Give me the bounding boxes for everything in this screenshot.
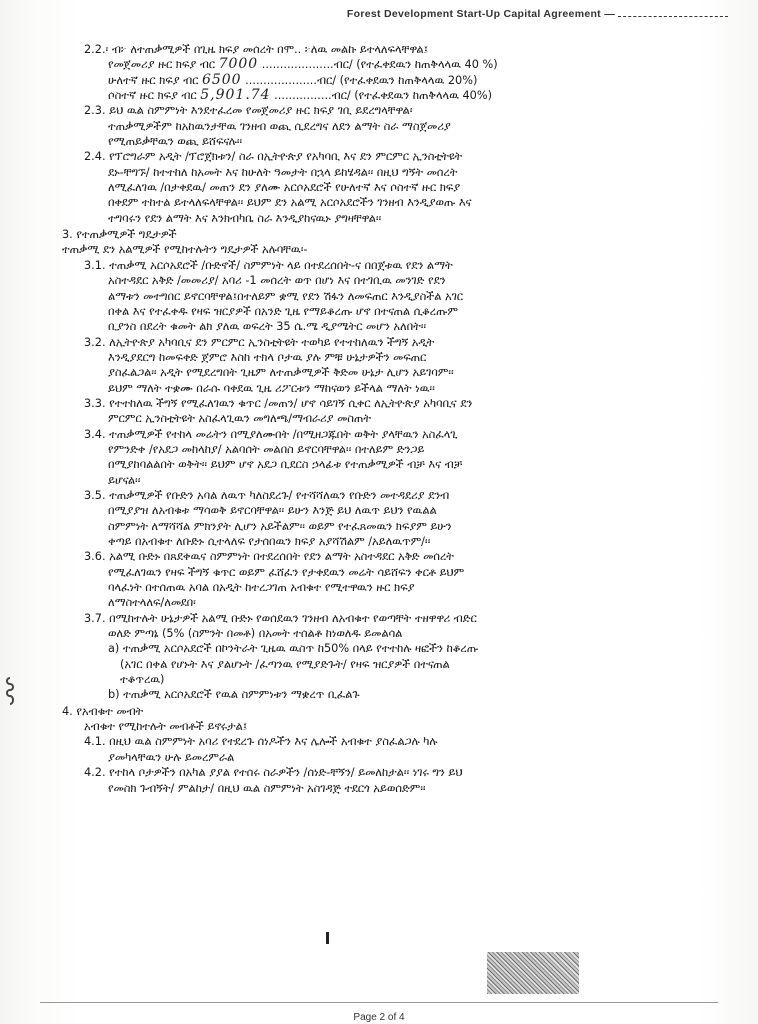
text-line	[62, 350, 702, 365]
text-line	[62, 519, 702, 534]
text-line	[62, 195, 702, 210]
line-text: የሚጠይቃቸዉን ወጪ ይሸፍናሉ፡፡	[108, 135, 243, 149]
line-text-rest: ................ብር/ (የተፈቀደዉን ከጠቅላላዉ 40%)	[270, 89, 493, 103]
ink-mark	[326, 932, 329, 944]
line-text: 3.1. ተጠቃሚ አርሶአደሮች /ቡድኖች/ ስምምነት ላይ በተደረሰበት-ና በበጀቱዉ የደን ልማት	[84, 258, 453, 272]
line-text-rest: ....................ብር/ (የተፈቀደዉን ከጠቅላላዉ 40 %)	[258, 58, 498, 72]
line-text: ደኑ-ቸግኙ/ ከተተከለ ከአመት እና ከሁለት ዓመታት በኋላ ይከሄዳል፡፡ በዚህ ግኝት መሰረት	[108, 165, 458, 179]
text-line	[62, 641, 702, 656]
line-text: 4.1. በዚህ ዉል ስምምነት አባሪ የተደረጉ ሰነዶችን እና ሌሎች አብቁተ ያስፈልጋሉ ካሉ	[84, 735, 438, 749]
line-text: ሶስተኛ ዙር ክፍያ ብር	[108, 89, 201, 103]
line-text: 3.5. ተጠቃሚዎች የቡድን አባል ለዉጥ ካለስደረጉ/ የተሻሻለዉን የቡድን መተዳደሪያ ደንብ	[84, 488, 450, 502]
text-line	[62, 57, 702, 72]
line-text: ቀጣይ በአብቁተ ለቡድኑ ሲተላለፍ የታሰበዉን ክፍያ አያሻሽልም /አይለዉጥም/፡፡	[108, 535, 431, 548]
text-line	[62, 165, 702, 180]
line-text: (አገር በቀል የሆኑት እና ያልሆኑት /ፈጣንዉ የሚያድጉት/ የዛፍ ዝርያዎች በተናጠል	[120, 657, 450, 671]
text-line	[62, 396, 702, 411]
line-text: 4. የአብቁተ መብት	[62, 704, 144, 718]
line-text: ወለድ ምጣኔ (5% (ስምንት በመቶ) በአመት ተሰልቶ ከነወለዱ ይመልሳል	[108, 627, 403, 641]
text-line	[62, 273, 702, 288]
text-line	[62, 103, 702, 118]
line-text: ያመካላቸዉን ሁሉ ይመረምራል	[108, 750, 235, 764]
text-line	[62, 227, 702, 242]
text-line	[62, 503, 702, 518]
text-line	[62, 765, 702, 780]
line-text-rest: ....................ብር/ (የተፈቀደዉን ከጠቅላላዉ 20%)	[241, 73, 478, 87]
text-line	[62, 365, 702, 380]
document-body	[62, 42, 702, 796]
text-line	[62, 565, 702, 580]
line-text: ልማቱን መተግበር ይኖርባቸዋል፤በተለይም ቋሚ የደን ሽፋን ለመፍጠር እንዲያስችል አገር	[108, 289, 464, 303]
text-line	[62, 672, 702, 687]
text-line	[62, 580, 702, 595]
line-text: 4.2. የተከላ ቦታዎችን በአካል ያያል የተሰሩ ስራዎችን /ሰነድ-ቸኝን/ ይመለከታል፡፡ ነገሩ ግን ይህ	[84, 766, 463, 780]
line-text: የምንድቀ /የአደጋ መከላከያ/ አልባሰት መልበስ ይኖርባቸዋል፡፡ በተለይም ድንጋይ	[108, 442, 425, 456]
text-line	[62, 73, 702, 88]
handwritten-amount: 6500	[201, 72, 242, 88]
line-text: ባላፈነት በተሰጠዉ አባል በአዲት ከተረጋገጠ አብቁተ የሚተዋዉን ዙር ክፍያ	[108, 581, 415, 595]
line-text: የመጀመሪያ ዙር ክፍያ ብር	[108, 58, 219, 72]
text-line	[62, 457, 702, 472]
line-text: 3.7. በሚከተሉት ሁኔታዎች አልሚ ቡድኑ የወሰደዉን ገንዘብ ለአብቁተ የወጣቸት ተዘዋዋሪ ብድር	[84, 611, 477, 625]
line-text: 3. የተጠቃሚዎች ግዴታዎች	[62, 228, 177, 242]
text-line	[62, 734, 702, 749]
line-text: 3.6. አልሚ ቡድኑ በጸደቀዉና ስምምነት በተደረሰበት የደን ልማት አስተዳደር አቅድ መሰረት	[84, 550, 454, 564]
text-line	[62, 42, 702, 57]
line-text: 2.4. የፕሮግራም አዲት /ፕሮጀክቱን/ ስራ በኢትዮጵያ የአካባቢ እና ደን ምርምር ኢንስቲትዩት	[84, 150, 463, 164]
text-line	[62, 411, 702, 426]
line-text: የሚፈለገዉን የዛፍ ችግኝ ቁጥር ወይም ፈሸፈን የታቀደዉን መሬት ሳይሸፍን ቀርቶ ይህም	[108, 565, 465, 579]
line-text: በሚያከባልልበት ወቅት፡፡ ይህም ሆኖ አደጋ ቢደርስ ኃላፊቱ የተጠቃሚዎች ብቻ እና ብቻ	[108, 458, 463, 472]
line-text: በቀል እና የተፈቀዱ የዛፍ ዝርያዎች በአንድ ጊዜ የማይቆረጡ ሆኖ በተናጠል ሲቆረጡም	[108, 304, 458, 318]
line-text: አብቁተ የሚከተሉት መብቶች ይኖሩታል፤	[84, 720, 248, 734]
text-line	[62, 211, 702, 226]
header-title: Forest Development Start-Up Capital Agreement —	[346, 8, 615, 20]
header	[347, 8, 728, 20]
text-line	[62, 427, 702, 442]
line-text: ስምምነት ለማሻሻል ምክንያት ሊሆን አይችልም፡፡ ወይም የተፈጸመዉን ክፍያም ይሁን	[108, 519, 452, 533]
line-text: 3.3. የተተከለዉ ችግኝ የሚፈለገዉን ቁጥር /መጠን/ ሆኖ ሳይገኝ ሲቀር ለኢትዮጵያ አካባቢና ደን	[84, 396, 473, 410]
line-text: ተቆጥረዉ)	[120, 673, 165, 687]
line-text: የመስክ ጉብኝት/ ምልከታ/ በዚህ ዉል ስምምነት አስገዳጅ ተደርጎ አይወሰድም፡፡	[108, 781, 426, 795]
page-number: Page 2 of 4	[353, 1012, 405, 1023]
text-line	[62, 88, 702, 103]
line-text: 3.4. ተጠቃሚዎች የተከላ መሬትን በሚያለሙበት /በሚዘጋጁበት ወቅት ያላቸዉን አስፈላጊ	[84, 427, 458, 441]
line-text: ለማስተላለፍ/ለመደበ፡	[108, 596, 196, 610]
line-text: 2.3. ይህ ዉል ስምምነት እንደተፈረመ የመጀመሪያ ዙር ክፍያ ገቢ ይደረግላቸዋል፡	[84, 104, 413, 118]
text-line	[62, 319, 702, 334]
line-text: አስተዳደር አቅድ /መመሪያ/ አባሪ -1 መሰረት ወጥ በሆነ እና በተገቢዉ መንገድ የደን	[108, 274, 446, 288]
line-text: ሁለተኛ ዙር ክፍያ ብር	[108, 73, 202, 87]
text-line	[62, 611, 702, 626]
text-line	[62, 258, 702, 273]
text-line	[62, 534, 702, 549]
line-text: ተግባሩን የደን ልማት እና እንክብካቤ ስራ እንዲያከናዉኑ ያግዛቸዋል፡፡	[108, 211, 382, 225]
line-text: ምርምር ኢንስቲትዩት አስፈላጊዉን መግለጫ/ማብራሪያ መስጠት	[108, 412, 371, 426]
text-line	[62, 304, 702, 319]
header-rule	[618, 16, 728, 17]
line-text: 2.2.፡ ብ፦ ለተጠቃሚዎች በጊዜ ክፍያ መሰረት በሞ.. ፦ለዉ መልኩ ይተላለፍላቸዋል፤	[84, 43, 429, 56]
handwritten-amount: 7000	[218, 57, 259, 73]
text-line	[62, 335, 702, 350]
line-text: እንዲያደርግ ከመፍቀድ ጀምሮ እስከ ተክላ ቦታዉ ያሉ ምቹ ሁኔታዎችን መፍጠር	[108, 350, 427, 364]
footer-rule	[40, 1002, 718, 1003]
text-line	[62, 750, 702, 765]
line-text: በቀደም ተከተል ይተላለፍላቸዋል፡፡ ይህም ደን አልሚ አርሶአደሮችን ገንዘብ እንዲያወጡ እና	[108, 196, 472, 210]
handwritten-amount: 5,901.74	[200, 88, 271, 104]
text-line	[62, 595, 702, 610]
line-text: ቢያንስ በደረት ቁመት ልክ ያለዉ ወፍረት 35 ሴ.ሜ ዲያሜትር መሆን አለበት፡፡	[108, 320, 427, 334]
line-text: ተጠቃሚ ደን አልሚዎች የሚከተሉትን ግዴታዎች አሉባቸዉ፡-	[62, 243, 308, 257]
line-text: በሚያያዝ ለአብቁቱ ማሳወቅ ይኖርባቸዋል፡፡ ይሁን እንጅ ይህ ለዉጥ ይህን የዉልል	[108, 504, 437, 518]
text-line	[62, 549, 702, 564]
text-line	[62, 242, 702, 257]
text-line	[62, 289, 702, 304]
text-line	[62, 119, 702, 134]
text-line	[62, 488, 702, 503]
text-line	[62, 442, 702, 457]
line-text: ተጠቃሚዎችም ከአከዉንታቸዉ ገንዘብ ወጪ ሲደረግና ለደን ልማት ስራ ማስጀመሪያ	[108, 119, 451, 133]
line-text: ያስፈልጋል፡፡ አዲት የሚደረግበት ጊዜም ለተጠቃሚዎች ቅድመ ሁኔታ ሊሆን አይገባም፡፡	[108, 366, 454, 380]
text-line	[62, 134, 702, 149]
line-text: ይህም ማለት ተቋሙ በራሱ ባቀደዉ ጊዜ ሪፖርቱን ማከናወን ይችላል ማለት ነዉ፡፡	[108, 381, 435, 395]
text-line	[62, 687, 702, 702]
line-text: ለሚፈለገዉ /በታቀደዉ/ መጠን ደን ያለሙ አርሶአደሮች የሁለተኛ እና ሶስተኛ ዙር ክፍያ	[108, 181, 461, 195]
line-text: a) ተጠቃሚ አርሶአደሮች በኮንትራት ጊዜዉ ዉስጥ ከ50% በላይ የተተከሉ ዛፎችን ከቆረጡ	[108, 642, 479, 656]
text-line	[62, 781, 702, 796]
stamp	[487, 952, 579, 994]
text-line	[62, 381, 702, 396]
text-line	[62, 149, 702, 164]
text-line	[62, 473, 702, 488]
text-line	[62, 657, 702, 672]
line-text: ይሆናል፡፡	[108, 473, 141, 487]
text-line	[62, 626, 702, 641]
binder-clip-icon	[4, 676, 16, 706]
line-text: b) ተጠቃሚ አርሶአደሮች የዉል ስምምነቱን ማቋረጥ ቢፈልጉ	[108, 688, 360, 702]
text-line	[62, 719, 702, 734]
line-text: 3.2. ለኢትዮጵያ አካባቢና ደን ምርምር ኢንስቲትዩት ተወካይ የተተከለዉን ችግኝ አዲት	[84, 335, 435, 349]
text-line	[62, 180, 702, 195]
text-line	[62, 704, 702, 719]
